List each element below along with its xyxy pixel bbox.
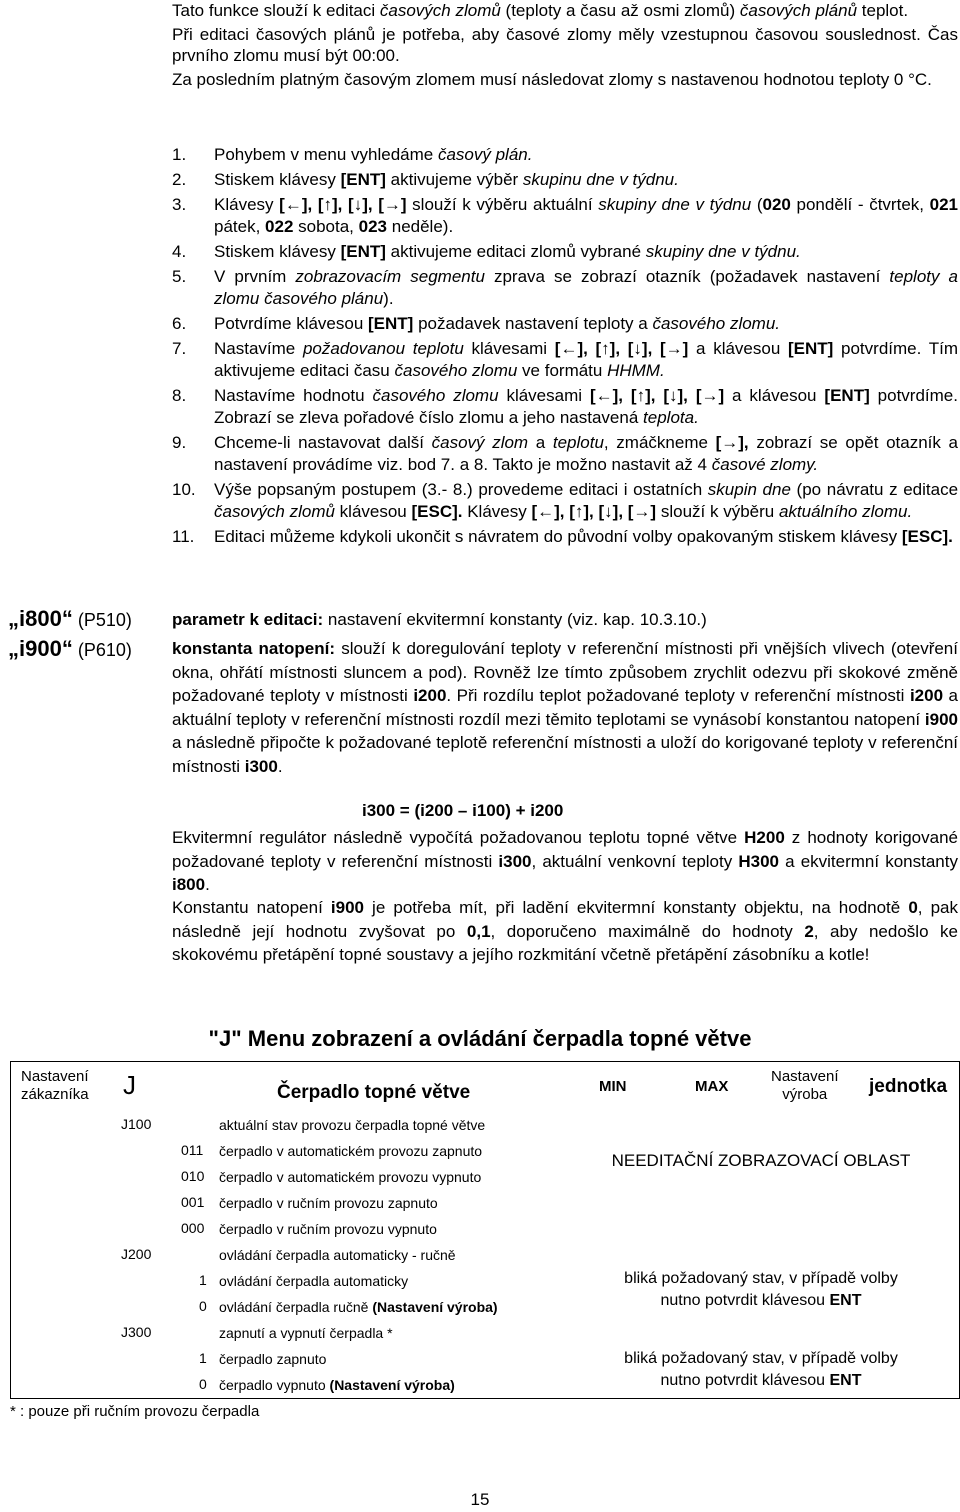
intro-text — [172, 0, 958, 92]
row-desc: aktuální stav provozu čerpadla topné větve — [219, 1117, 486, 1133]
row-desc: ovládání čerpadla automaticky - ručně — [219, 1247, 456, 1263]
group-j200: J200 — [121, 1246, 152, 1262]
row-code: 1 — [199, 1272, 207, 1288]
step-6: 6. Potvrdíme klávesou [ENT] požadavek nastavení teploty a časového zlomu. — [172, 314, 781, 333]
step-1: 1. Pohybem v menu vyhledáme časový plán. — [172, 145, 533, 164]
intro-line-2: Při editaci časových plánů je potřeba, aby časové zlomy měly vzestupnou časovou souslednost. Čas prvního zlomu musí být 00:00. — [172, 25, 958, 65]
ekvitermni-paragraph: Ekvitermní regulátor následně vypočítá požadovanou teplotu topné větve H200 z hodnoty korigované požadované teploty v referenční místnosti i300, aktuální venkovní teploty H300 a ekvitermní konstanty i800. — [172, 828, 958, 895]
row-desc: čerpadlo v automatickém provozu vypnuto — [219, 1169, 482, 1185]
header-nastaveni-vyroba: Nastavení výroba — [771, 1068, 839, 1103]
header-cerpadlo: Čerpadlo topné větve — [277, 1082, 471, 1103]
row-code: 000 — [181, 1220, 205, 1236]
step-2: 2. Stiskem klávesy [ENT] aktivujeme výběr skupinu dne v týdnu. — [172, 170, 679, 189]
side-label-i800: „i800“ (P510) — [8, 606, 132, 631]
note-blink-j200: bliká požadovaný stav, v případě volby nutno potvrdit klávesou ENT — [624, 1270, 898, 1309]
step-9: 9. Chceme-li nastavovat další časový zlom a teplotu, zmáčkneme [→], zobrazí se opět otazník a nastavení provádíme viz. bod 7. a 8. Takto je možno nastavit až 4 časové zlomy. — [172, 433, 959, 474]
row-desc: čerpadlo v ručním provozu vypnuto — [219, 1221, 437, 1237]
group-j300: J300 — [121, 1324, 152, 1340]
note-readonly: NEEDITAČNÍ ZOBRAZOVACÍ OBLAST — [611, 1151, 911, 1170]
step-8: 8. Nastavíme hodnotu časového zlomu klávesami [←], [↑], [↓], [→] a klávesou [ENT] potvrdíme. Zobrazí se zleva pořadové číslo zlomu a jeho nastavená teplota. — [172, 386, 958, 427]
steps-list — [172, 144, 958, 551]
intro-line-3: Za posledním platným časovým zlomem musí následovat zlomy s nastavenou hodnotou teploty 0 °C. — [172, 70, 932, 89]
row-code: 0 — [199, 1298, 207, 1314]
intro-line-1: Tato funkce slouží k editaci časových zlomů (teploty a času až osmi zlomů) časových plánů teplot. — [172, 1, 909, 20]
row-desc: čerpadlo vypnuto (Nastavení výroba) — [219, 1377, 455, 1393]
header-j: J — [123, 1070, 136, 1100]
row-desc: čerpadlo v automatickém provozu zapnuto — [219, 1143, 483, 1159]
natopeni-paragraph: Konstantu natopení i900 je potřeba mít, při ladění ekvitermní konstanty objektu, na hodnotě 0, pak následně její hodnotu zvyšovat po 0,1, doporučeno maximálně do hodnoty 2, aby nedošlo ke skokovému přetápění topné soustavy a jejího rozkmitání včetně přetápění zásobníku a kotle! — [172, 898, 959, 965]
group-j100: J100 — [121, 1116, 152, 1132]
formula: i300 = (i200 – i100) + i200 — [362, 801, 564, 820]
step-5: 5. V prvním zobrazovacím segmentu zprava se zobrazí otazník (požadavek nastavení teploty a zlomu časového plánu). — [172, 267, 958, 308]
konstanta-paragraph: konstanta natopení: slouží k doregulování teploty v referenční místnosti při vnějších vlivech (otevření okna, ohřátí místnosti sluncem a pod). Rovněž lze tímto způsobem zrychlit odezvu při skokové změně požadované teploty v místnosti i200. Při rozdílu teplot požadované teploty v referenční místnosti i200 a aktuální teploty v referenční místnosti rozdíl mezi těmito teplotami se vynásobí konstantou natopení i900 a následně připočte k požadované teplotě referenční místnosti a uloží do korigované teploty v referenční místnosti i300. — [172, 639, 959, 776]
step-11: 11. Editaci můžeme kdykoli ukončit s návratem do původní volby opakovaným stiskem klávesy [ESC]. — [172, 527, 953, 546]
header-jednotka: jednotka — [869, 1076, 948, 1097]
row-desc: čerpadlo v ručním provozu zapnuto — [219, 1195, 438, 1211]
row-code: 010 — [181, 1168, 205, 1184]
footnote: * : pouze při ručním provozu čerpadla — [10, 1403, 260, 1420]
param-line: parametr k editaci: nastavení ekvitermní konstanty (viz. kap. 10.3.10.) — [172, 610, 707, 629]
note-blink-j300: bliká požadovaný stav, v případě volby nutno potvrdit klávesou ENT — [624, 1350, 898, 1389]
header-max: MAX — [695, 1078, 729, 1095]
step-10: 10. Výše popsaným postupem (3.- 8.) provedeme editaci i ostatních skupin dne (po návratu z editace časových zlomů klávesou [ESC]. Klávesy [←], [↑], [↓], [→] slouží k výběru aktuálního zlomu. — [172, 480, 959, 521]
step-7: 7. Nastavíme požadovanou teplotu klávesami [←], [↑], [↓], [→] a klávesou [ENT] potvrdíme. Tím aktivujeme editaci času časového zlomu ve formátu HHMM. — [172, 339, 958, 380]
header-min: MIN — [599, 1078, 627, 1095]
row-code: 0 — [199, 1376, 207, 1392]
step-3: 3. Klávesy [←], [↑], [↓], [→] slouží k výběru aktuální skupiny dne v týdnu (020 pondělí - čtvrtek, 021 pátek, 022 sobota, 023 neděle). — [172, 195, 959, 236]
row-desc: ovládání čerpadla automaticky — [219, 1273, 409, 1289]
page-number: 15 — [470, 1490, 490, 1509]
side-label-i900: „i900“ (P610) — [8, 636, 132, 661]
row-code: 1 — [199, 1350, 207, 1366]
header-nastaveni-zakaznika: Nastavení zákazníka — [21, 1068, 89, 1103]
menu-title: "J" Menu zobrazení a ovládání čerpadla topné větve — [208, 1026, 752, 1051]
step-4: 4. Stiskem klávesy [ENT] aktivujeme editaci zlomů vybrané skupiny dne v týdnu. — [172, 242, 801, 261]
row-code: 011 — [181, 1142, 204, 1158]
row-desc: ovládání čerpadla ručně (Nastavení výroba) — [219, 1299, 498, 1315]
menu-table — [10, 1061, 960, 1399]
row-code: 001 — [181, 1194, 205, 1210]
row-desc: čerpadlo zapnuto — [219, 1351, 327, 1367]
row-desc: zapnutí a vypnutí čerpadla * — [219, 1325, 393, 1341]
